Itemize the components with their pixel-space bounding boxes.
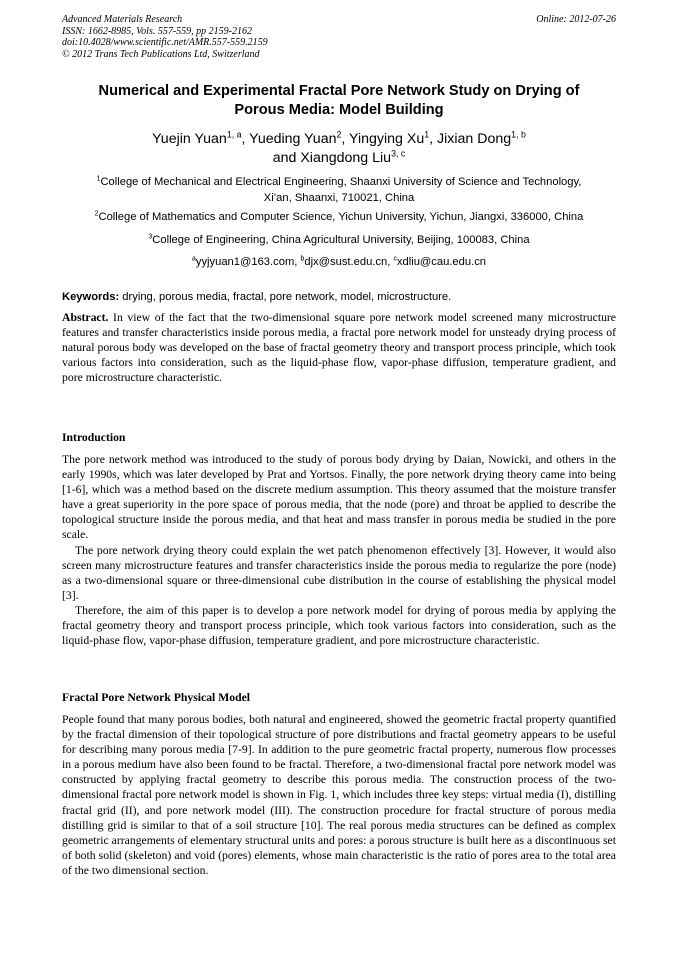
author-affil-mark: 2 — [336, 129, 342, 140]
email-link: djx@sust.edu.cn, — [304, 256, 394, 268]
abstract-text: In view of the fact that the two-dimensional square pore network model screened many microstructure features and transfer characteristics inside porous media, a fractal pore network model for unsteady drying process of natural porous body was developed on the base of fractal geometry theory and transport process principle, which took various factors into consideration, such as the liquid-phase flow, vapor-phase diffusion, temperature gradient, and pore microstructure characteristic. — [62, 311, 616, 385]
introduction-heading: Introduction — [62, 431, 126, 444]
author-name: Yingying Xu — [349, 131, 425, 147]
author-affil-mark: 1 — [424, 129, 430, 140]
keywords-label: Keywords: — [62, 291, 120, 303]
author-line-2: and Xiangdong Liu$^{3, c}$ — [272, 148, 406, 166]
intro-paragraph-1: The pore network method was introduced to the study of porous body drying by Daian, Nowicki, and others in the early 1990s, which was later developed by Prat and Yortsos. Finally, the pore network drying theory came into being [1-6], which was a method based on the discrete medium assumption. This theory assumed that the moisture transfer have a great superiority in the pore space of porous media, that the node (pore) and throat be applied to describe the topological structure inside the porous media, and that heat and mass transfer in porous media be studied in the pore scale. — [62, 453, 616, 542]
copyright-line: © 2012 Trans Tech Publications Ltd, Switzerland — [62, 48, 260, 60]
author-affil-mark: 1, a — [226, 129, 242, 140]
fractal-model-body — [62, 712, 616, 878]
doi-line: doi:10.4028/www.scientific.net/AMR.557-559.2159 — [62, 37, 268, 48]
journal-name: Advanced Materials Research — [62, 14, 183, 25]
paper-title — [62, 82, 616, 119]
email-link: xdliu@cau.edu.cn — [396, 256, 487, 268]
author-name: Jixian Dong — [437, 131, 512, 147]
abstract-label: Abstract. — [62, 311, 109, 324]
author-name: Yuejin Yuan — [152, 131, 227, 147]
keywords — [62, 290, 616, 305]
fractal-paragraph-1: People found that many porous bodies, both natural and engineered, showed the geometric fractal property quantified by the fractal dimension of their topological structure of pore distributions and fractal geometry appears to be useful for describing many porous media [7-9]. In addition to the pure geometric fractal property, numerous flow processes in a porous medium have also been found to be fractal. Therefore, a two-dimensional fractal pore network model was constructed by applying fractal geometry to describe this porous media. The construction process of the two-dimensional fractal pore network model is shown in Fig. 1, which includes three key steps: virtual media (I), distilling fractal grid (II), and pore network model (III). The construction procedure for fractal structure of porous media distilling grid is similar to that of a soil structure [10]. The real porous media structures can be defined as complex geometric arrangements of elementary structural units and pores: a porous structure is built here as a discontinuous set of both solid (skeleton) and void (pores) elements, whose main characteristic is the ratio of pores area to the total area of the two dimensional section. — [62, 713, 616, 877]
affiliation-3: $^3$College of Engineering, China Agricultural University, Beijing, 100083, China — [148, 233, 530, 246]
intro-paragraph-2: The pore network drying theory could explain the wet patch phenomenon effectively [3]. However, it would also screen many microstructure features and transfer characteristics inside the porous media to regularize the pore (node) as a two-dimensional square or three-dimensional cube distribution in the course of establishing the physical model [3]. — [62, 543, 616, 602]
abstract — [62, 310, 616, 385]
issn-line: ISSN: 1662-8985, Vols. 557-559, pp 2159-2162 — [62, 25, 252, 37]
email-link: yyjyuan1@163.com, — [195, 256, 301, 268]
author-line-1: Yuejin Yuan$^{1, a}$, Yueding Yuan$^2$, Yingying Xu$^1$, Jixian Dong$^{1, b}$ — [152, 129, 526, 147]
title-line-2: Porous Media: Model Building — [234, 101, 444, 118]
author-name: Yueding Yuan — [249, 131, 337, 147]
author-emails: $^a$yyjyuan1@163.com, $^b$djx@sust.edu.cn, $^c$xdliu@cau.edu.cn — [191, 255, 487, 268]
intro-paragraph-3: Therefore, the aim of this paper is to develop a pore network model for drying of porous media by applying the fractal geometry theory and transport process principle, which took various factors into consideration, such as the liquid-phase flow, vapor-phase diffusion, temperature gradient, and pore microstructure characteristic. — [62, 603, 616, 648]
author-list — [62, 130, 616, 167]
journal-header — [62, 14, 616, 60]
fractal-model-heading: Fractal Pore Network Physical Model — [62, 691, 251, 704]
affiliation-1: $^1$College of Mechanical and Electrical Engineering, Shaanxi University of Science and Technology, Xi’an, Shaanxi, 710021, China — [96, 175, 582, 204]
affiliation-2: $^2$College of Mathematics and Computer Science, Yichun University, Yichun, Jiangxi, 336000, China — [94, 210, 584, 223]
author-affil-mark: 1, b — [511, 129, 526, 140]
title-line-1: Numerical and Experimental Fractal Pore Network Study on Drying of — [98, 83, 580, 99]
online-date: Online: 2012-07-26 — [536, 14, 616, 25]
author-affil-mark: 3, c — [391, 148, 406, 159]
introduction-body — [62, 452, 616, 648]
keywords-text: drying, porous media, fractal, pore network, model, microstructure. — [119, 291, 452, 303]
author-name: Xiangdong Liu — [300, 149, 392, 166]
